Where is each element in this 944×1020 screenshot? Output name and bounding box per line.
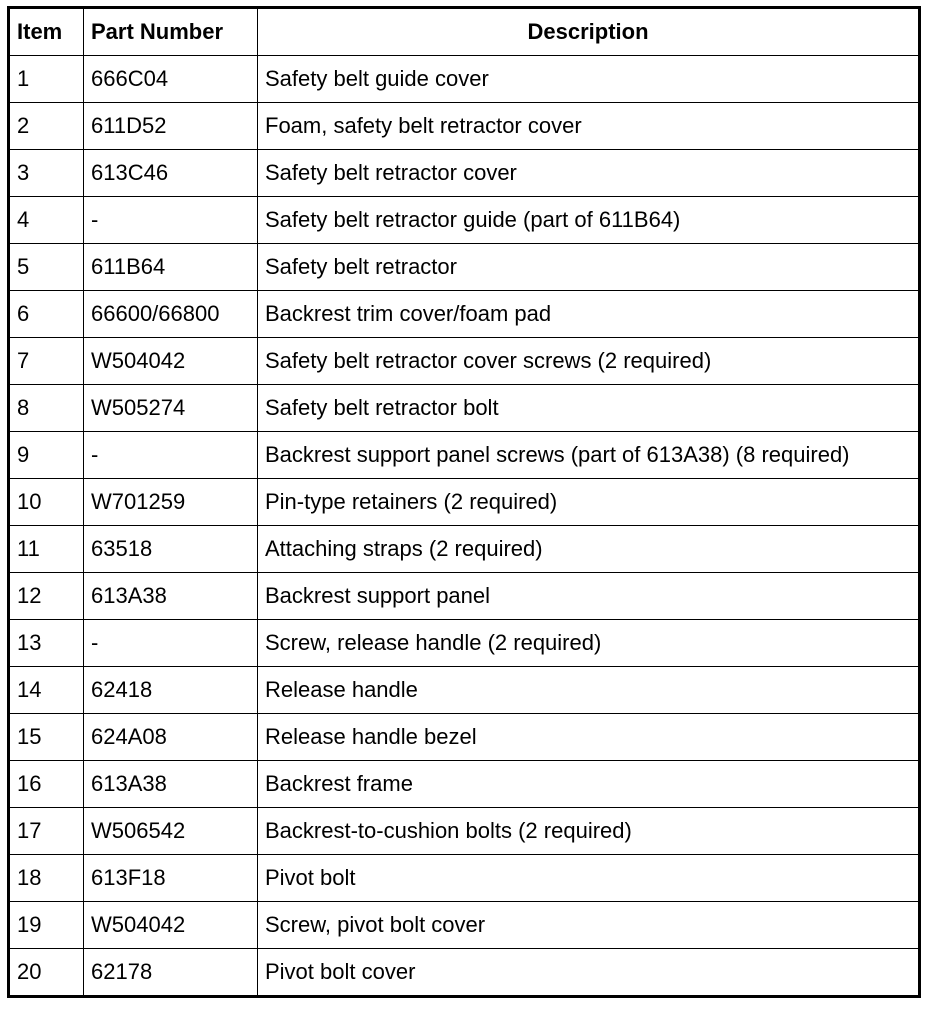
table-row bbox=[9, 902, 920, 949]
table-row bbox=[9, 573, 920, 620]
cell-item: 5 bbox=[9, 244, 84, 291]
cell-part-number: 613A38 bbox=[84, 761, 258, 808]
cell-item: 9 bbox=[9, 432, 84, 479]
header-part-number: Part Number bbox=[84, 8, 258, 56]
cell-description: Safety belt retractor bolt bbox=[258, 385, 920, 432]
cell-item: 14 bbox=[9, 667, 84, 714]
table-row bbox=[9, 56, 920, 103]
table-row bbox=[9, 338, 920, 385]
cell-description: Backrest-to-cushion bolts (2 required) bbox=[258, 808, 920, 855]
cell-part-number: 613A38 bbox=[84, 573, 258, 620]
cell-item: 4 bbox=[9, 197, 84, 244]
cell-description: Pin-type retainers (2 required) bbox=[258, 479, 920, 526]
cell-description: Backrest support panel bbox=[258, 573, 920, 620]
cell-item: 10 bbox=[9, 479, 84, 526]
cell-part-number: W506542 bbox=[84, 808, 258, 855]
cell-part-number: 666C04 bbox=[84, 56, 258, 103]
cell-part-number: W504042 bbox=[84, 338, 258, 385]
cell-description: Safety belt guide cover bbox=[258, 56, 920, 103]
cell-part-number: 66600/66800 bbox=[84, 291, 258, 338]
table-row bbox=[9, 432, 920, 479]
cell-description: Release handle bezel bbox=[258, 714, 920, 761]
cell-part-number: 613F18 bbox=[84, 855, 258, 902]
table-row bbox=[9, 808, 920, 855]
table-body bbox=[9, 56, 920, 997]
table-row bbox=[9, 761, 920, 808]
table-row bbox=[9, 714, 920, 761]
cell-description: Pivot bolt cover bbox=[258, 949, 920, 997]
cell-description: Release handle bbox=[258, 667, 920, 714]
cell-item: 17 bbox=[9, 808, 84, 855]
table-row bbox=[9, 385, 920, 432]
header-item: Item bbox=[9, 8, 84, 56]
cell-item: 2 bbox=[9, 103, 84, 150]
table-row bbox=[9, 855, 920, 902]
cell-part-number: - bbox=[84, 432, 258, 479]
table-row bbox=[9, 667, 920, 714]
cell-item: 18 bbox=[9, 855, 84, 902]
cell-item: 11 bbox=[9, 526, 84, 573]
cell-item: 6 bbox=[9, 291, 84, 338]
cell-item: 15 bbox=[9, 714, 84, 761]
cell-part-number: W701259 bbox=[84, 479, 258, 526]
cell-description: Pivot bolt bbox=[258, 855, 920, 902]
cell-part-number: 62178 bbox=[84, 949, 258, 997]
table-row bbox=[9, 197, 920, 244]
cell-description: Backrest support panel screws (part of 613A38) (8 required) bbox=[258, 432, 920, 479]
cell-item: 1 bbox=[9, 56, 84, 103]
parts-table bbox=[7, 6, 921, 998]
cell-part-number: 62418 bbox=[84, 667, 258, 714]
cell-item: 19 bbox=[9, 902, 84, 949]
cell-description: Safety belt retractor bbox=[258, 244, 920, 291]
cell-part-number: - bbox=[84, 197, 258, 244]
cell-description: Safety belt retractor cover screws (2 required) bbox=[258, 338, 920, 385]
cell-item: 8 bbox=[9, 385, 84, 432]
cell-item: 16 bbox=[9, 761, 84, 808]
cell-part-number: 624A08 bbox=[84, 714, 258, 761]
table-row bbox=[9, 949, 920, 997]
cell-item: 20 bbox=[9, 949, 84, 997]
cell-part-number: 613C46 bbox=[84, 150, 258, 197]
cell-description: Safety belt retractor guide (part of 611B64) bbox=[258, 197, 920, 244]
table-row bbox=[9, 479, 920, 526]
table-row bbox=[9, 291, 920, 338]
cell-description: Screw, pivot bolt cover bbox=[258, 902, 920, 949]
cell-part-number: 611B64 bbox=[84, 244, 258, 291]
cell-description: Safety belt retractor cover bbox=[258, 150, 920, 197]
cell-description: Attaching straps (2 required) bbox=[258, 526, 920, 573]
table-row bbox=[9, 526, 920, 573]
cell-description: Foam, safety belt retractor cover bbox=[258, 103, 920, 150]
cell-description: Screw, release handle (2 required) bbox=[258, 620, 920, 667]
cell-item: 12 bbox=[9, 573, 84, 620]
cell-part-number: - bbox=[84, 620, 258, 667]
cell-part-number: W504042 bbox=[84, 902, 258, 949]
table-row bbox=[9, 103, 920, 150]
cell-part-number: 611D52 bbox=[84, 103, 258, 150]
header-description: Description bbox=[258, 8, 920, 56]
table-row bbox=[9, 244, 920, 291]
cell-item: 13 bbox=[9, 620, 84, 667]
cell-item: 3 bbox=[9, 150, 84, 197]
cell-description: Backrest frame bbox=[258, 761, 920, 808]
cell-part-number: 63518 bbox=[84, 526, 258, 573]
cell-item: 7 bbox=[9, 338, 84, 385]
table-row bbox=[9, 620, 920, 667]
header-row bbox=[9, 8, 920, 56]
table-header bbox=[9, 8, 920, 56]
cell-description: Backrest trim cover/foam pad bbox=[258, 291, 920, 338]
table-row bbox=[9, 150, 920, 197]
cell-part-number: W505274 bbox=[84, 385, 258, 432]
